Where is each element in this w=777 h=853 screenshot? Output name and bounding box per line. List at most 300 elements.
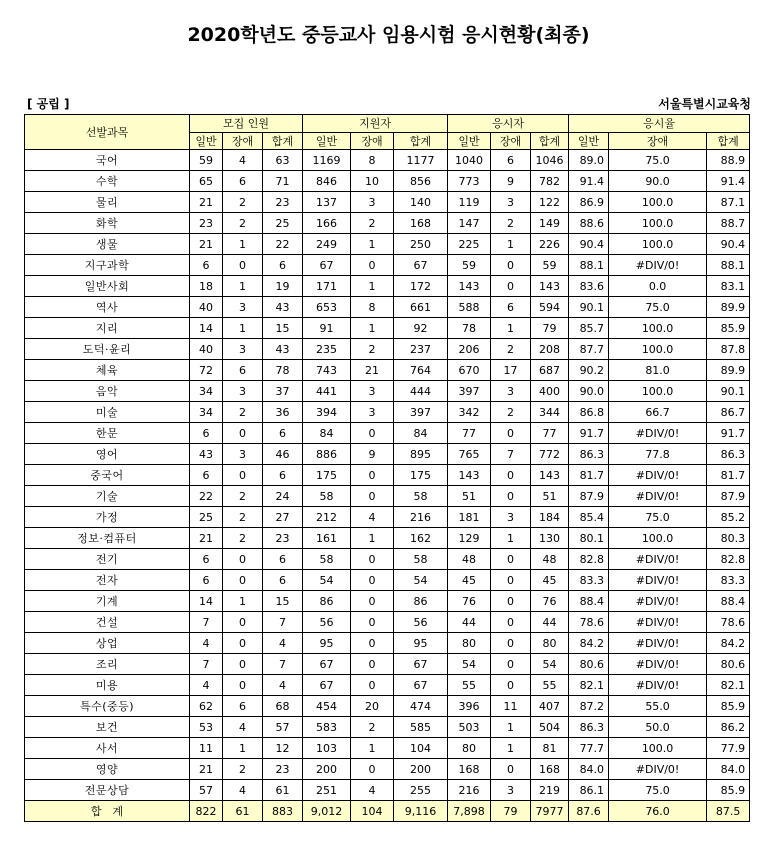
total-cell: 7977 xyxy=(531,801,569,822)
value-cell: 3 xyxy=(223,297,263,318)
value-cell: 53 xyxy=(190,717,223,738)
table-row xyxy=(25,423,750,444)
value-cell: 8 xyxy=(351,297,394,318)
value-cell: 122 xyxy=(531,192,569,213)
subject-cell: 상업 xyxy=(25,633,190,654)
value-cell: 85.2 xyxy=(707,507,750,528)
value-cell: 44 xyxy=(448,612,491,633)
value-cell: 2 xyxy=(351,213,394,234)
value-cell: 11 xyxy=(491,696,531,717)
value-cell: 0 xyxy=(491,423,531,444)
value-cell: 7 xyxy=(190,612,223,633)
header-sub-disabled: 장애 xyxy=(491,132,531,150)
value-cell: 200 xyxy=(303,759,351,780)
value-cell: 91.7 xyxy=(569,423,609,444)
value-cell: 88.6 xyxy=(569,213,609,234)
value-cell: 3 xyxy=(351,192,394,213)
value-cell: 84 xyxy=(394,423,448,444)
value-cell: 88.7 xyxy=(707,213,750,234)
table-row xyxy=(25,171,750,192)
table-row xyxy=(25,150,750,171)
value-cell: 149 xyxy=(531,213,569,234)
value-cell: 72 xyxy=(190,360,223,381)
value-cell: 1 xyxy=(351,738,394,759)
value-cell: 6 xyxy=(263,570,303,591)
total-cell: 87.5 xyxy=(707,801,750,822)
value-cell: 4 xyxy=(223,717,263,738)
value-cell: 6 xyxy=(190,570,223,591)
value-cell: 22 xyxy=(263,234,303,255)
value-cell: 3 xyxy=(491,381,531,402)
value-cell: 46 xyxy=(263,444,303,465)
value-cell: 0.0 xyxy=(609,276,707,297)
table-row xyxy=(25,339,750,360)
value-cell: 0 xyxy=(351,591,394,612)
total-cell: 9,116 xyxy=(394,801,448,822)
value-cell: 85.7 xyxy=(569,318,609,339)
total-cell: 883 xyxy=(263,801,303,822)
value-cell: 77 xyxy=(448,423,491,444)
value-cell: 503 xyxy=(448,717,491,738)
value-cell: 100.0 xyxy=(609,213,707,234)
value-cell: 67 xyxy=(303,654,351,675)
value-cell: 95 xyxy=(394,633,448,654)
value-cell: 216 xyxy=(448,780,491,801)
value-cell: 84.0 xyxy=(569,759,609,780)
value-cell: 0 xyxy=(491,654,531,675)
value-cell: 6 xyxy=(491,150,531,171)
value-cell: 71 xyxy=(263,171,303,192)
value-cell: 86 xyxy=(303,591,351,612)
value-cell: 249 xyxy=(303,234,351,255)
subject-cell: 국어 xyxy=(25,150,190,171)
value-cell: 21 xyxy=(190,234,223,255)
value-cell: 100.0 xyxy=(609,528,707,549)
value-cell: 2 xyxy=(223,486,263,507)
header-sub-disabled: 장애 xyxy=(223,132,263,150)
value-cell: 17 xyxy=(491,360,531,381)
subject-cell: 건설 xyxy=(25,612,190,633)
value-cell: 86.9 xyxy=(569,192,609,213)
value-cell: 226 xyxy=(531,234,569,255)
value-cell: 15 xyxy=(263,591,303,612)
value-cell: 57 xyxy=(263,717,303,738)
value-cell: 2 xyxy=(491,402,531,423)
value-cell: 0 xyxy=(491,612,531,633)
header-subject: 선발과목 xyxy=(25,115,190,150)
org-label: 서울특별시교육청 xyxy=(658,97,751,111)
subject-cell: 사서 xyxy=(25,738,190,759)
value-cell: 22 xyxy=(190,486,223,507)
value-cell: 85.9 xyxy=(707,318,750,339)
value-cell: 84.2 xyxy=(569,633,609,654)
value-cell: 6 xyxy=(190,255,223,276)
value-cell: 85.4 xyxy=(569,507,609,528)
value-cell: 1 xyxy=(491,528,531,549)
value-cell: 90.1 xyxy=(707,381,750,402)
value-cell: 0 xyxy=(223,675,263,696)
value-cell: 3 xyxy=(491,192,531,213)
table-body xyxy=(25,150,750,801)
applicant-status-table xyxy=(24,114,750,822)
value-cell: 100.0 xyxy=(609,318,707,339)
subject-cell: 미술 xyxy=(25,402,190,423)
value-cell: 67 xyxy=(303,255,351,276)
value-cell: #DIV/0! xyxy=(609,675,707,696)
value-cell: 43 xyxy=(263,297,303,318)
value-cell: 1 xyxy=(223,318,263,339)
value-cell: 81 xyxy=(531,738,569,759)
table-row xyxy=(25,759,750,780)
value-cell: 0 xyxy=(351,423,394,444)
value-cell: 23 xyxy=(263,759,303,780)
table-row xyxy=(25,234,750,255)
value-cell: 21 xyxy=(190,759,223,780)
value-cell: 76 xyxy=(531,591,569,612)
value-cell: 25 xyxy=(263,213,303,234)
value-cell: 86.3 xyxy=(569,444,609,465)
value-cell: 83.6 xyxy=(569,276,609,297)
value-cell: 75.0 xyxy=(609,297,707,318)
value-cell: 1 xyxy=(223,591,263,612)
value-cell: 0 xyxy=(491,465,531,486)
table-row xyxy=(25,318,750,339)
value-cell: 175 xyxy=(303,465,351,486)
value-cell: 342 xyxy=(448,402,491,423)
value-cell: 76 xyxy=(448,591,491,612)
header-sub-total: 합계 xyxy=(394,132,448,150)
value-cell: 87.2 xyxy=(569,696,609,717)
value-cell: 20 xyxy=(351,696,394,717)
value-cell: #DIV/0! xyxy=(609,549,707,570)
value-cell: 1 xyxy=(491,234,531,255)
value-cell: 0 xyxy=(223,549,263,570)
value-cell: 4 xyxy=(190,675,223,696)
value-cell: 67 xyxy=(394,654,448,675)
table-row xyxy=(25,549,750,570)
value-cell: 59 xyxy=(448,255,491,276)
value-cell: 782 xyxy=(531,171,569,192)
value-cell: 86 xyxy=(394,591,448,612)
subject-cell: 중국어 xyxy=(25,465,190,486)
category-label: [ 공립 ] xyxy=(27,97,70,111)
value-cell: 90.4 xyxy=(569,234,609,255)
header-sub-total: 합계 xyxy=(531,132,569,150)
table-row xyxy=(25,528,750,549)
value-cell: 78.6 xyxy=(569,612,609,633)
value-cell: 344 xyxy=(531,402,569,423)
value-cell: 1 xyxy=(351,528,394,549)
table-row xyxy=(25,780,750,801)
value-cell: #DIV/0! xyxy=(609,570,707,591)
value-cell: 75.0 xyxy=(609,780,707,801)
value-cell: 45 xyxy=(448,570,491,591)
value-cell: 68 xyxy=(263,696,303,717)
value-cell: 6 xyxy=(263,465,303,486)
value-cell: 54 xyxy=(448,654,491,675)
value-cell: 91.4 xyxy=(569,171,609,192)
value-cell: 86.3 xyxy=(569,717,609,738)
value-cell: 0 xyxy=(351,759,394,780)
value-cell: 400 xyxy=(531,381,569,402)
subject-cell: 기술 xyxy=(25,486,190,507)
value-cell: 137 xyxy=(303,192,351,213)
value-cell: 80.1 xyxy=(569,528,609,549)
total-cell: 7,898 xyxy=(448,801,491,822)
total-cell: 87.6 xyxy=(569,801,609,822)
value-cell: 0 xyxy=(223,465,263,486)
subject-cell: 음악 xyxy=(25,381,190,402)
value-cell: 0 xyxy=(491,633,531,654)
value-cell: 78 xyxy=(263,360,303,381)
value-cell: 1169 xyxy=(303,150,351,171)
value-cell: #DIV/0! xyxy=(609,423,707,444)
value-cell: 0 xyxy=(223,633,263,654)
value-cell: 171 xyxy=(303,276,351,297)
value-cell: 77.7 xyxy=(569,738,609,759)
value-cell: 2 xyxy=(491,213,531,234)
value-cell: 43 xyxy=(263,339,303,360)
value-cell: 66.7 xyxy=(609,402,707,423)
value-cell: 237 xyxy=(394,339,448,360)
value-cell: 75.0 xyxy=(609,150,707,171)
value-cell: 3 xyxy=(223,381,263,402)
value-cell: 90.1 xyxy=(569,297,609,318)
value-cell: 45 xyxy=(531,570,569,591)
value-cell: 0 xyxy=(351,612,394,633)
value-cell: 90.0 xyxy=(569,381,609,402)
value-cell: 90.0 xyxy=(609,171,707,192)
value-cell: 9 xyxy=(351,444,394,465)
value-cell: 25 xyxy=(190,507,223,528)
value-cell: 0 xyxy=(223,654,263,675)
value-cell: 1177 xyxy=(394,150,448,171)
value-cell: 40 xyxy=(190,297,223,318)
value-cell: 687 xyxy=(531,360,569,381)
value-cell: 78 xyxy=(448,318,491,339)
header-sub-disabled: 장애 xyxy=(351,132,394,150)
value-cell: 6 xyxy=(190,549,223,570)
value-cell: 396 xyxy=(448,696,491,717)
value-cell: 92 xyxy=(394,318,448,339)
value-cell: 86.3 xyxy=(707,444,750,465)
value-cell: 88.1 xyxy=(569,255,609,276)
subject-cell: 물리 xyxy=(25,192,190,213)
subject-cell: 체육 xyxy=(25,360,190,381)
table-row xyxy=(25,570,750,591)
value-cell: 0 xyxy=(351,633,394,654)
value-cell: 397 xyxy=(394,402,448,423)
value-cell: 397 xyxy=(448,381,491,402)
value-cell: 67 xyxy=(394,675,448,696)
value-cell: 6 xyxy=(491,297,531,318)
value-cell: 2 xyxy=(223,528,263,549)
value-cell: 89.9 xyxy=(707,297,750,318)
value-cell: 0 xyxy=(491,570,531,591)
total-label: 합 계 xyxy=(25,801,190,822)
value-cell: 24 xyxy=(263,486,303,507)
value-cell: 14 xyxy=(190,318,223,339)
value-cell: 21 xyxy=(190,528,223,549)
table-row xyxy=(25,213,750,234)
value-cell: 3 xyxy=(223,444,263,465)
value-cell: 86.2 xyxy=(707,717,750,738)
table-row xyxy=(25,612,750,633)
value-cell: 14 xyxy=(190,591,223,612)
value-cell: 12 xyxy=(263,738,303,759)
subject-cell: 생물 xyxy=(25,234,190,255)
table-row xyxy=(25,633,750,654)
value-cell: 80.6 xyxy=(569,654,609,675)
value-cell: 394 xyxy=(303,402,351,423)
value-cell: 40 xyxy=(190,339,223,360)
value-cell: 0 xyxy=(491,276,531,297)
value-cell: #DIV/0! xyxy=(609,465,707,486)
header-sub-general: 일반 xyxy=(448,132,491,150)
value-cell: 129 xyxy=(448,528,491,549)
value-cell: 7 xyxy=(263,654,303,675)
value-cell: 7 xyxy=(190,654,223,675)
value-cell: 255 xyxy=(394,780,448,801)
value-cell: 4 xyxy=(263,633,303,654)
value-cell: 168 xyxy=(531,759,569,780)
value-cell: 212 xyxy=(303,507,351,528)
value-cell: 88.9 xyxy=(707,150,750,171)
value-cell: 58 xyxy=(394,549,448,570)
value-cell: 48 xyxy=(531,549,569,570)
value-cell: 65 xyxy=(190,171,223,192)
value-cell: 743 xyxy=(303,360,351,381)
value-cell: 0 xyxy=(351,549,394,570)
value-cell: 143 xyxy=(531,465,569,486)
table-row xyxy=(25,360,750,381)
value-cell: 34 xyxy=(190,402,223,423)
subject-cell: 수학 xyxy=(25,171,190,192)
value-cell: 1 xyxy=(223,738,263,759)
value-cell: 100.0 xyxy=(609,381,707,402)
value-cell: 147 xyxy=(448,213,491,234)
header-sub-disabled: 장애 xyxy=(609,132,707,150)
value-cell: 77.9 xyxy=(707,738,750,759)
value-cell: 2 xyxy=(223,507,263,528)
value-cell: 86.7 xyxy=(707,402,750,423)
table-row xyxy=(25,255,750,276)
value-cell: 59 xyxy=(190,150,223,171)
value-cell: 23 xyxy=(263,192,303,213)
value-cell: 87.9 xyxy=(569,486,609,507)
value-cell: 44 xyxy=(531,612,569,633)
value-cell: 166 xyxy=(303,213,351,234)
subject-cell: 조리 xyxy=(25,654,190,675)
value-cell: 67 xyxy=(303,675,351,696)
value-cell: 1 xyxy=(351,276,394,297)
subject-cell: 정보·컴퓨터 xyxy=(25,528,190,549)
value-cell: 2 xyxy=(223,402,263,423)
value-cell: 36 xyxy=(263,402,303,423)
value-cell: 84.2 xyxy=(707,633,750,654)
value-cell: 100.0 xyxy=(609,738,707,759)
value-cell: 82.1 xyxy=(569,675,609,696)
value-cell: 91 xyxy=(303,318,351,339)
value-cell: 82.8 xyxy=(569,549,609,570)
table-row xyxy=(25,402,750,423)
value-cell: 15 xyxy=(263,318,303,339)
value-cell: 4 xyxy=(223,780,263,801)
value-cell: 82.8 xyxy=(707,549,750,570)
value-cell: 6 xyxy=(263,549,303,570)
value-cell: 7 xyxy=(263,612,303,633)
value-cell: 2 xyxy=(491,339,531,360)
value-cell: 83.1 xyxy=(707,276,750,297)
subject-cell: 역사 xyxy=(25,297,190,318)
value-cell: 4 xyxy=(223,150,263,171)
value-cell: 772 xyxy=(531,444,569,465)
value-cell: 80.6 xyxy=(707,654,750,675)
value-cell: 130 xyxy=(531,528,569,549)
value-cell: 0 xyxy=(351,675,394,696)
value-cell: 54 xyxy=(531,654,569,675)
table-row xyxy=(25,717,750,738)
header-group-examinees: 응시자 xyxy=(448,115,569,133)
value-cell: 172 xyxy=(394,276,448,297)
value-cell: 80.3 xyxy=(707,528,750,549)
value-cell: 444 xyxy=(394,381,448,402)
value-cell: 77.8 xyxy=(609,444,707,465)
value-cell: 588 xyxy=(448,297,491,318)
table-row xyxy=(25,465,750,486)
value-cell: 90.2 xyxy=(569,360,609,381)
table-row xyxy=(25,654,750,675)
value-cell: 87.1 xyxy=(707,192,750,213)
value-cell: 90.4 xyxy=(707,234,750,255)
value-cell: 653 xyxy=(303,297,351,318)
value-cell: 585 xyxy=(394,717,448,738)
value-cell: 51 xyxy=(531,486,569,507)
value-cell: 10 xyxy=(351,171,394,192)
value-cell: 75.0 xyxy=(609,507,707,528)
value-cell: 3 xyxy=(351,402,394,423)
value-cell: 225 xyxy=(448,234,491,255)
subject-cell: 일반사회 xyxy=(25,276,190,297)
value-cell: 6 xyxy=(190,423,223,444)
value-cell: 1 xyxy=(223,234,263,255)
value-cell: 85.9 xyxy=(707,780,750,801)
value-cell: 89.0 xyxy=(569,150,609,171)
value-cell: 62 xyxy=(190,696,223,717)
value-cell: 0 xyxy=(491,549,531,570)
value-cell: 2 xyxy=(351,339,394,360)
value-cell: 0 xyxy=(351,486,394,507)
value-cell: 86.8 xyxy=(569,402,609,423)
value-cell: 34 xyxy=(190,381,223,402)
value-cell: 143 xyxy=(448,276,491,297)
value-cell: 6 xyxy=(223,171,263,192)
value-cell: 250 xyxy=(394,234,448,255)
value-cell: 54 xyxy=(303,570,351,591)
value-cell: 82.1 xyxy=(707,675,750,696)
value-cell: 88.4 xyxy=(707,591,750,612)
value-cell: 48 xyxy=(448,549,491,570)
value-cell: 0 xyxy=(351,465,394,486)
value-cell: 2 xyxy=(223,192,263,213)
subject-cell: 보건 xyxy=(25,717,190,738)
value-cell: 11 xyxy=(190,738,223,759)
value-cell: 583 xyxy=(303,717,351,738)
value-cell: 80 xyxy=(448,738,491,759)
value-cell: 21 xyxy=(190,192,223,213)
value-cell: #DIV/0! xyxy=(609,255,707,276)
value-cell: 6 xyxy=(190,465,223,486)
